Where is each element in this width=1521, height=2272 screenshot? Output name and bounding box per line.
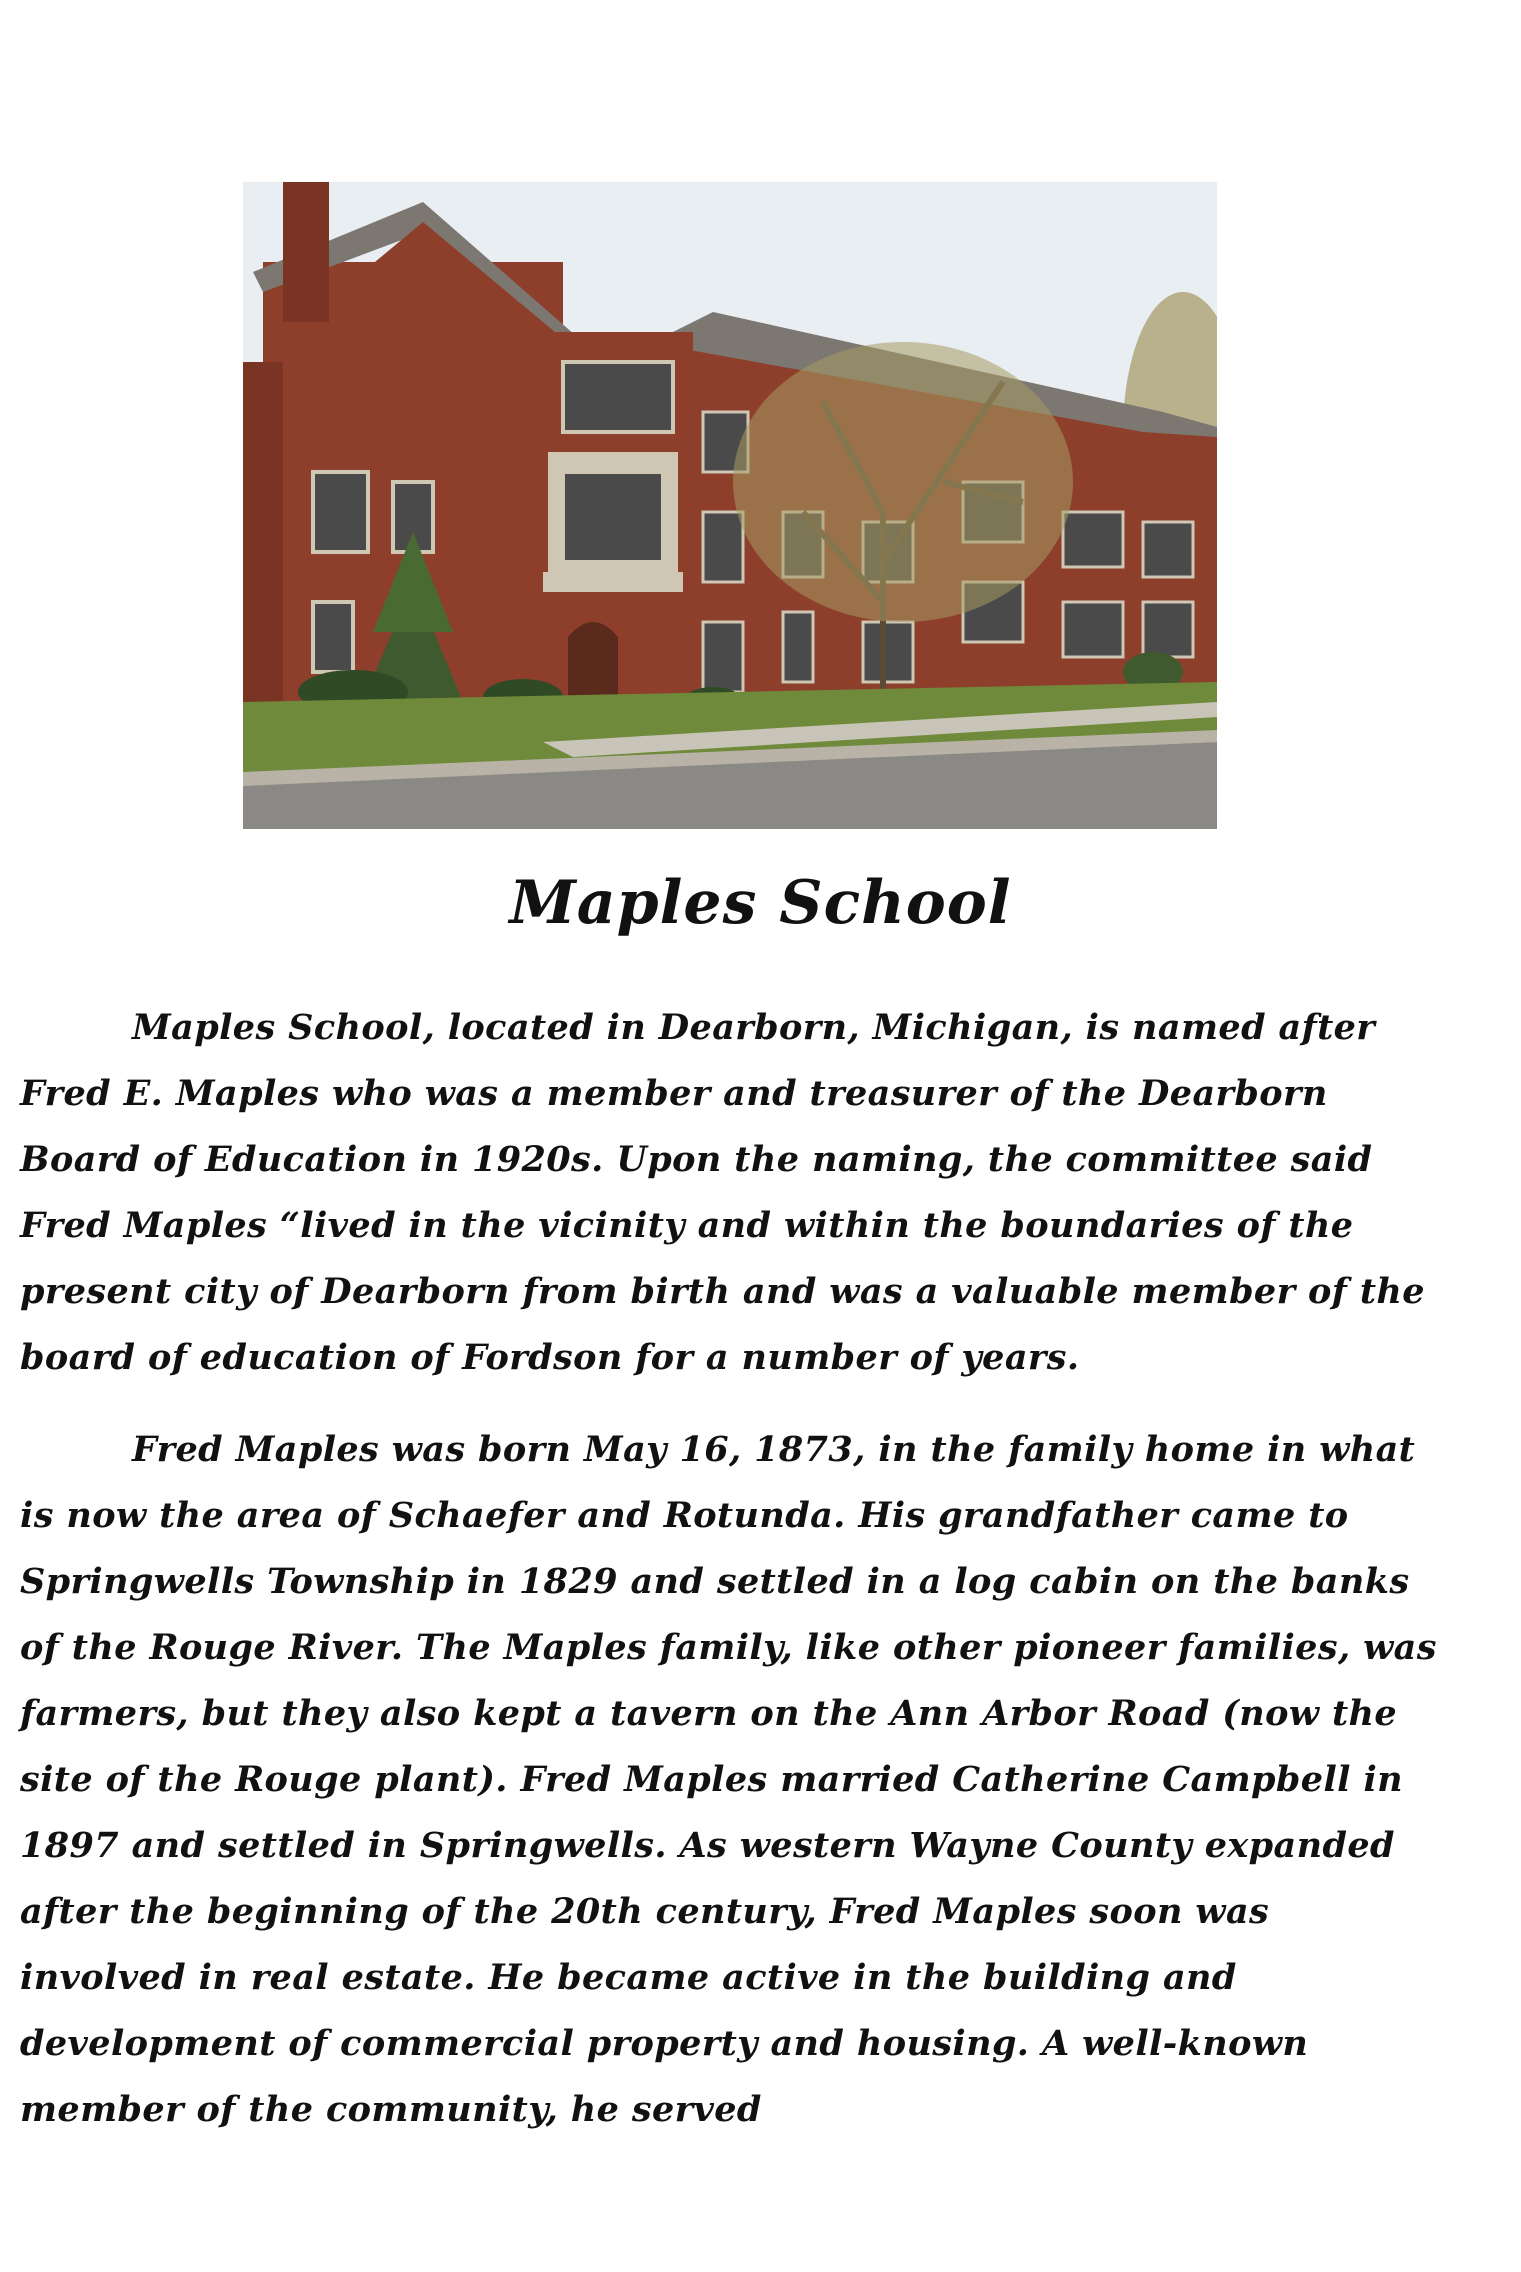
paragraph: Maples School, located in Dearborn, Michigan, is named after Fred E. Maples who was a member and treasurer of the Dearborn Board of Education in 1920s. Upon the naming, the committee said Fred Maples “lived in the vicinity and within the boundaries of the present city of Dearborn from birth and was a valuable member of the board of education of Fordson for a number of years.: [20, 1007, 1425, 1378]
school-photo: [243, 182, 1217, 829]
school-building-illustration: [243, 182, 1217, 829]
article-body: [20, 995, 1440, 2169]
paragraph: Fred Maples was born May 16, 1873, in the family home in what is now the area of Schaefer and Rotunda. His grandfather came to Springwells Township in 1829 and settled in a log cabin on the banks of the Rouge River. The Maples family, like other pioneer families, was farmers, but they also kept a tavern on the Ann Arbor Road (now the site of the Rouge plant). Fred Maples married Catherine Campbell in 1897 and settled in Springwells. As western Wayne County expanded after the beginning of the 20th century, Fred Maples soon was involved in real estate. He became active in the building and development of commercial property and housing. A well-known member of the community, he served: [20, 1429, 1437, 2130]
page-title: Maples School: [509, 868, 1012, 938]
